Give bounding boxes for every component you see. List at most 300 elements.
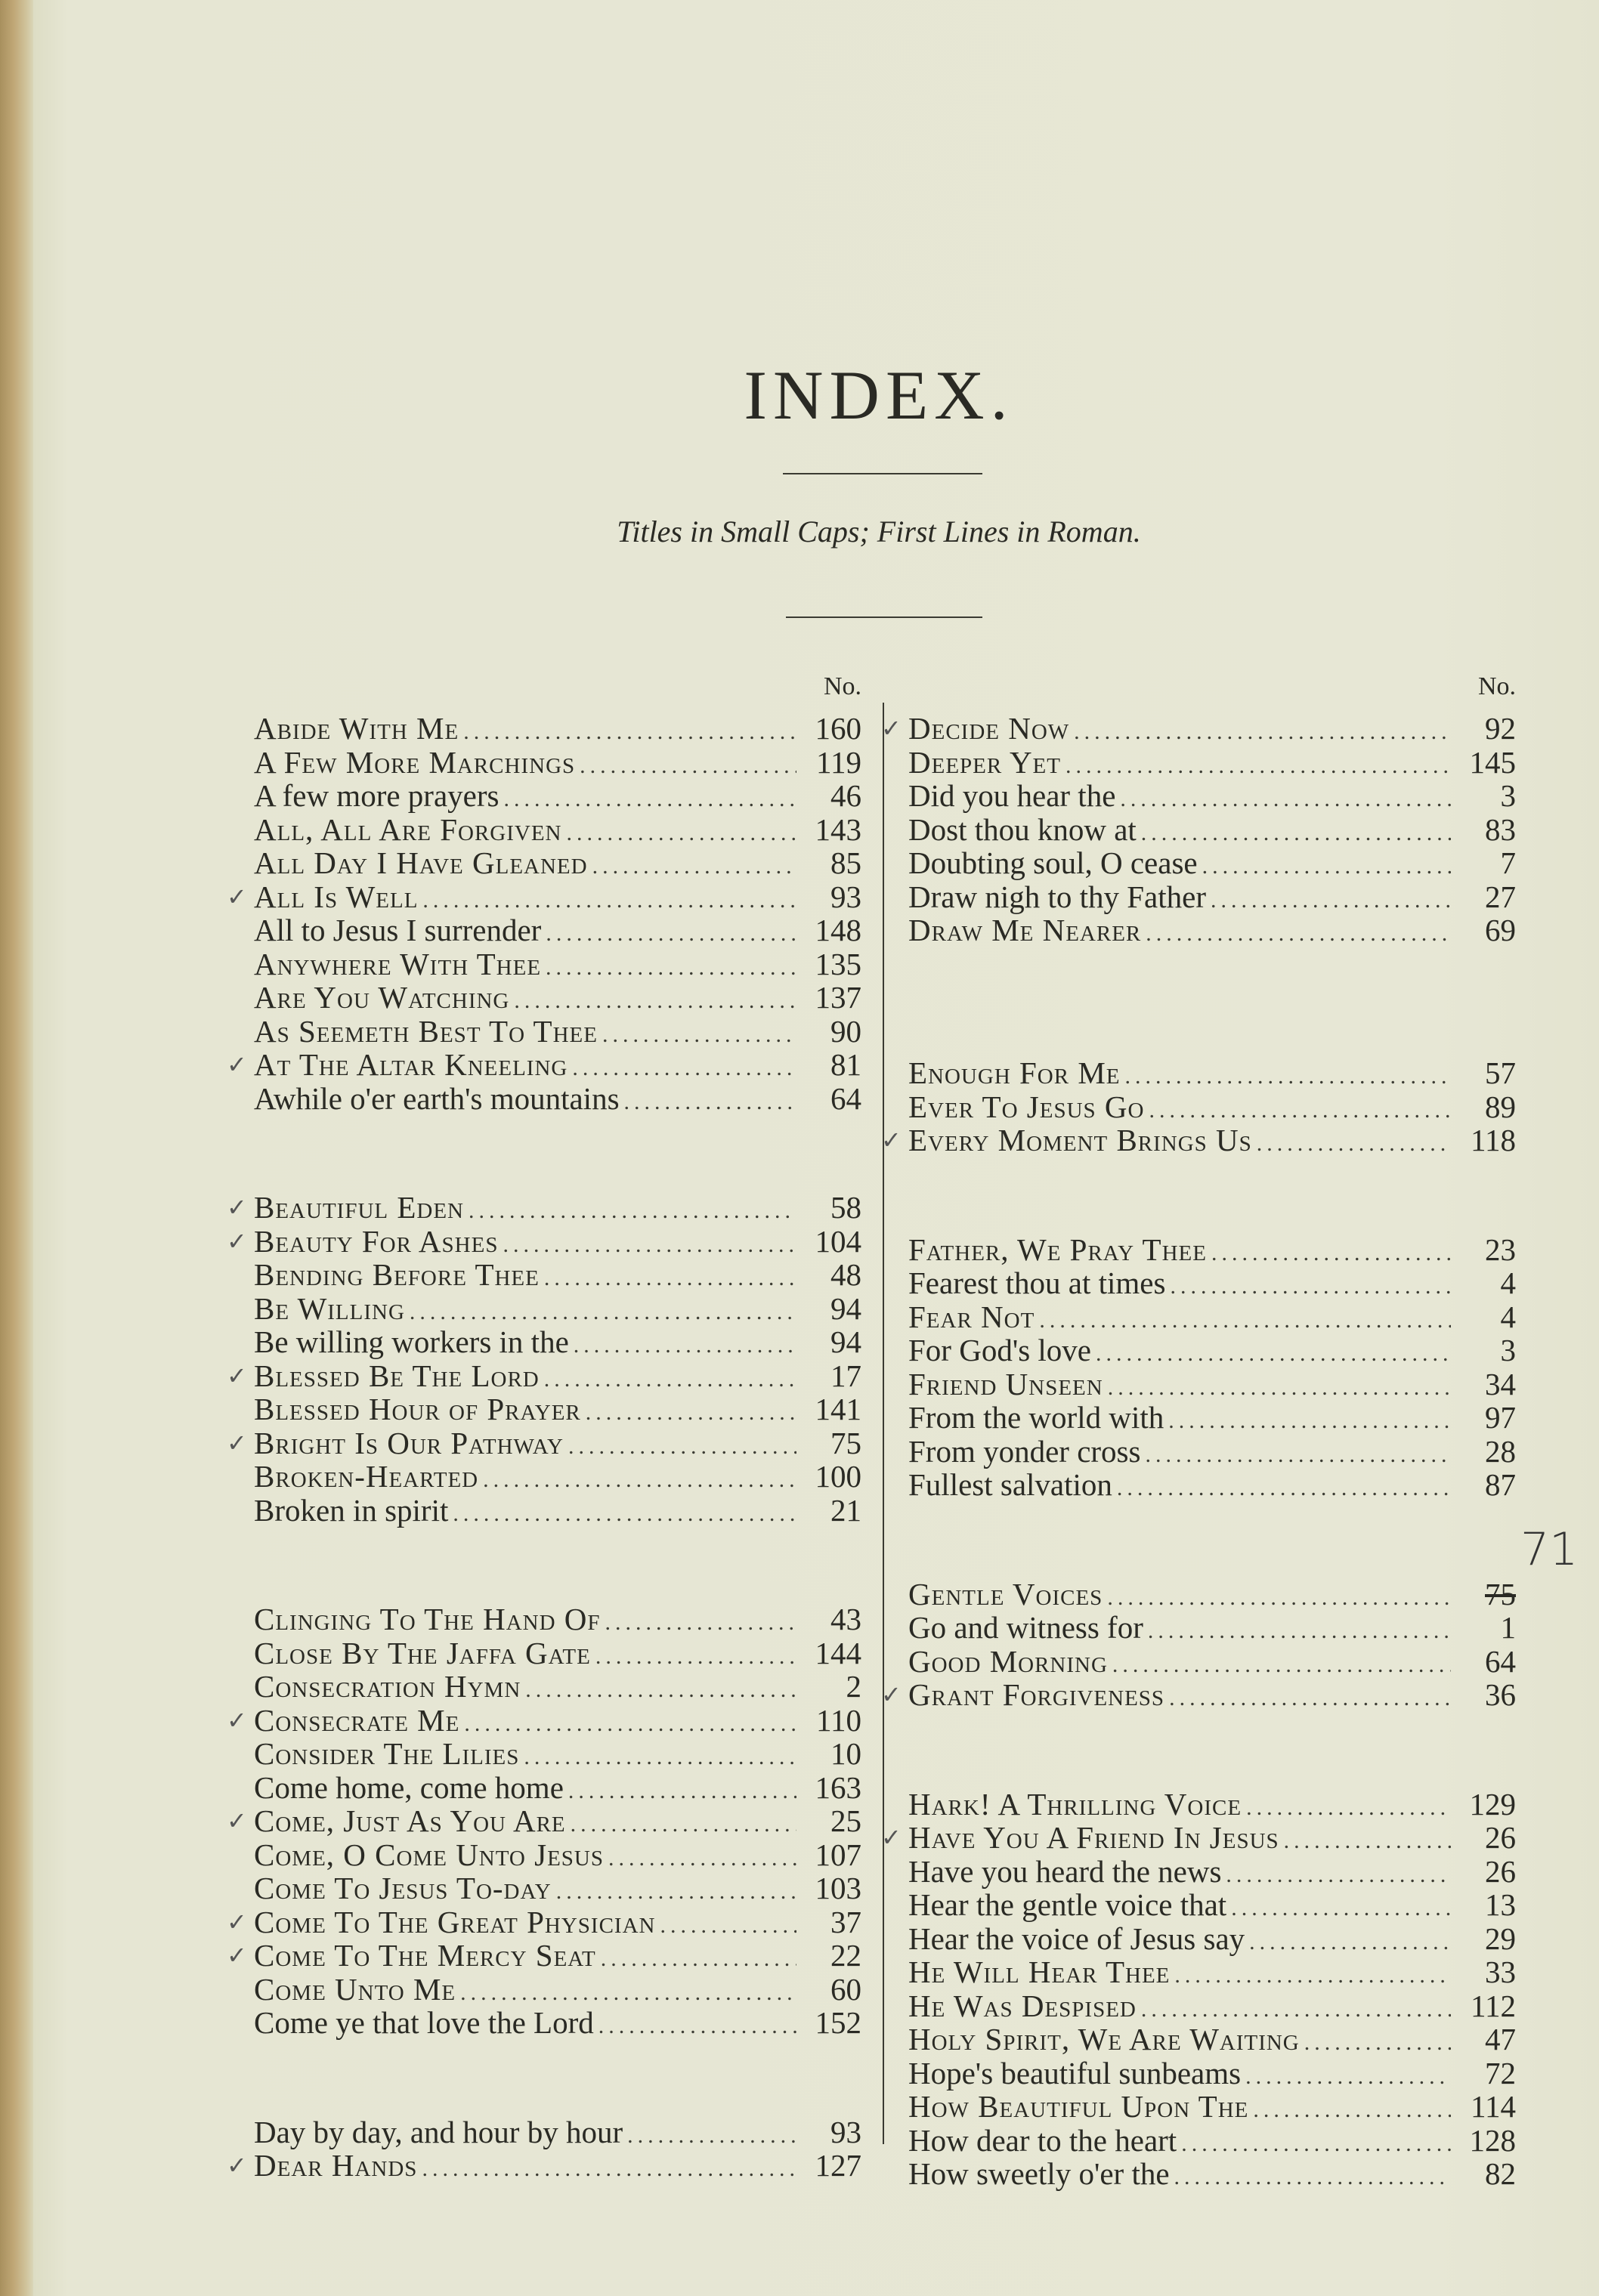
index-entry xyxy=(908,1056,1516,1090)
hymn-number: 89 xyxy=(1485,1089,1516,1124)
entry-title: Enough For Me xyxy=(908,1055,1121,1090)
index-entry xyxy=(254,1636,861,1670)
index-entry xyxy=(254,1737,861,1771)
hymn-number: 119 xyxy=(816,744,861,780)
entry-title: Consecration Hymn xyxy=(254,1669,521,1704)
entry-title: Beauty For Ashes xyxy=(254,1223,499,1259)
pencil-check-icon: ✓ xyxy=(227,2151,247,2180)
index-entry xyxy=(227,1047,861,1082)
entry-title: All Day I Have Gleaned xyxy=(254,845,588,880)
entry-title: Be willing workers in the xyxy=(254,1324,569,1359)
entry-title: Dost thou know at xyxy=(908,811,1137,847)
hymn-number: 28 xyxy=(1485,1433,1516,1469)
index-entry xyxy=(908,1578,1516,1612)
index-entry xyxy=(227,1803,861,1838)
index-entry xyxy=(908,913,1516,947)
entry-title: Gentle Voices xyxy=(908,1576,1103,1612)
leader-dots xyxy=(574,1329,796,1363)
leader-dots xyxy=(463,715,796,749)
hymn-number: 100 xyxy=(815,1459,861,1494)
pencil-check-icon: ✓ xyxy=(881,1823,902,1852)
pencil-check-icon: ✓ xyxy=(227,1226,247,1256)
index-entry xyxy=(254,913,861,947)
entry-title: Day by day, and hour by hour xyxy=(254,2114,623,2149)
entry-title: Come To Jesus To-day xyxy=(254,1871,552,1905)
entry-title: Dear Hands xyxy=(254,2148,418,2183)
hymn-number: 4 xyxy=(1500,1299,1516,1334)
hymn-number: 135 xyxy=(815,946,861,981)
section-gap xyxy=(254,1527,861,1602)
hymn-number: 160 xyxy=(815,711,861,746)
hymn-number: 23 xyxy=(1485,1231,1516,1267)
hymn-number: 118 xyxy=(1471,1123,1516,1157)
section-gap xyxy=(908,1023,1516,1057)
hymn-number: 107 xyxy=(815,1837,861,1872)
leader-dots xyxy=(524,1741,796,1775)
index-entry xyxy=(908,1401,1516,1435)
index-entry xyxy=(254,947,861,981)
hymn-number: 46 xyxy=(830,778,861,813)
hymn-number: 64 xyxy=(1485,1643,1516,1679)
entry-title: Go and witness for xyxy=(908,1610,1143,1645)
pencil-check-icon: ✓ xyxy=(227,1705,247,1735)
index-entry xyxy=(254,1015,861,1049)
entry-title: Doubting soul, O cease xyxy=(908,845,1198,880)
index-entry xyxy=(254,1871,861,1905)
index-entry xyxy=(254,846,861,880)
number-column-header: No. xyxy=(1477,672,1516,700)
entry-title: Have You A Friend In Jesus xyxy=(908,1820,1279,1855)
hymn-number: 10 xyxy=(830,1736,861,1771)
hymn-number: 104 xyxy=(815,1223,861,1259)
leader-dots xyxy=(1253,2094,1451,2128)
leader-dots xyxy=(605,1606,796,1640)
entry-title: Come, Just As You Are xyxy=(254,1803,566,1838)
index-entry xyxy=(254,981,861,1015)
entry-title: Anywhere With Thee xyxy=(254,946,542,981)
leader-dots xyxy=(601,1942,796,1976)
hymn-number: 25 xyxy=(830,1803,861,1838)
hymn-number: 1 xyxy=(1500,1610,1516,1645)
leader-dots xyxy=(503,1228,796,1262)
leader-dots xyxy=(624,1086,796,1120)
index-entry xyxy=(227,1425,861,1460)
leader-dots xyxy=(1145,1438,1451,1472)
leader-dots xyxy=(568,1430,796,1464)
title-rule xyxy=(783,473,982,474)
leader-dots xyxy=(1117,1472,1451,1506)
hymn-number: 114 xyxy=(1471,2089,1516,2124)
entry-title: All, All Are Forgiven xyxy=(254,811,562,847)
index-entry xyxy=(254,1670,861,1704)
leader-dots xyxy=(595,1640,796,1674)
hymn-number: 2 xyxy=(846,1669,861,1704)
index-entry xyxy=(227,1223,861,1259)
hymn-number: 26 xyxy=(1485,1853,1516,1889)
leader-dots xyxy=(546,951,796,985)
leader-dots xyxy=(602,1018,796,1052)
leader-dots xyxy=(1170,1270,1451,1304)
leader-dots xyxy=(1039,1304,1451,1338)
hymn-number: 60 xyxy=(830,1971,861,2007)
entry-title: Hear the gentle voice that xyxy=(908,1887,1227,1922)
pencil-check-icon: ✓ xyxy=(881,1126,902,1154)
entry-title: Ever To Jesus Go xyxy=(908,1089,1145,1124)
leader-dots xyxy=(1174,2161,1451,2195)
entry-title: Did you hear the xyxy=(908,778,1116,813)
hymn-number: 143 xyxy=(815,811,861,847)
index-entry xyxy=(254,1392,861,1426)
index-entry xyxy=(254,1602,861,1636)
leader-dots xyxy=(453,1497,796,1531)
leader-dots xyxy=(571,1808,796,1842)
entry-title: Friend Unseen xyxy=(908,1366,1103,1401)
leader-dots xyxy=(608,1842,796,1876)
index-entry xyxy=(908,2090,1516,2124)
entry-title: Come home, come home xyxy=(254,1769,564,1805)
hymn-number: 13 xyxy=(1485,1887,1516,1922)
index-entry xyxy=(908,746,1516,780)
entry-title: How dear to the heart xyxy=(908,2122,1177,2158)
entry-title: How sweetly o'er the xyxy=(908,2156,1170,2191)
entry-title: Come ye that love the Lord xyxy=(254,2005,594,2040)
index-entry xyxy=(908,1367,1516,1401)
entry-title: Bright Is Our Pathway xyxy=(254,1425,564,1460)
index-entry xyxy=(254,1460,861,1494)
entry-title: Blessed Hour of Prayer xyxy=(254,1392,581,1426)
hymn-number: 82 xyxy=(1485,2156,1516,2191)
leader-dots xyxy=(1096,1337,1451,1371)
entry-title: Fearest thou at times xyxy=(908,1265,1166,1300)
leader-dots xyxy=(568,1775,796,1809)
leader-dots xyxy=(1169,1682,1451,1716)
hymn-number: 129 xyxy=(1469,1786,1516,1822)
pencil-check-icon: ✓ xyxy=(881,1680,902,1709)
pencil-check-icon: ✓ xyxy=(227,1941,247,1970)
leader-dots xyxy=(556,1875,796,1909)
index-entry xyxy=(254,712,861,746)
entry-title: Be Willing xyxy=(254,1290,405,1326)
index-entry xyxy=(881,711,1516,746)
entry-title: Beautiful Eden xyxy=(254,1190,464,1225)
index-entry xyxy=(254,2006,861,2040)
index-entry xyxy=(227,1702,861,1738)
index-entry xyxy=(254,1771,861,1805)
hymn-number: 33 xyxy=(1485,1955,1516,1989)
pencil-check-icon: ✓ xyxy=(227,1806,247,1835)
entry-title: Consecrate Me xyxy=(254,1702,460,1738)
entry-title: A few more prayers xyxy=(254,778,499,813)
entry-title: Come To The Great Physician xyxy=(254,1904,656,1939)
index-entry xyxy=(908,1233,1516,1267)
index-entry xyxy=(881,1123,1516,1157)
section-gap xyxy=(254,2040,861,2115)
entry-title: Deeper Yet xyxy=(908,744,1061,780)
entry-title: Come Unto Me xyxy=(254,1971,456,2007)
index-entry xyxy=(908,2057,1516,2091)
entry-title: Come, O Come Unto Jesus xyxy=(254,1837,604,1872)
pencil-check-icon: ✓ xyxy=(227,1050,247,1079)
leader-dots xyxy=(1284,1825,1451,1859)
entry-title: Consider The Lilies xyxy=(254,1736,520,1771)
pencil-check-icon: ✓ xyxy=(227,882,247,911)
hymn-number: 93 xyxy=(830,879,861,914)
hymn-number: 7 xyxy=(1500,845,1516,880)
index-subtitle: Titles in Small Caps; First Lines in Roman. xyxy=(617,515,1141,549)
leader-dots xyxy=(1065,749,1451,783)
leader-dots xyxy=(1226,1859,1451,1893)
hymn-number: 145 xyxy=(1469,744,1516,780)
entry-title: Close By The Jaffa Gate xyxy=(254,1635,591,1670)
left-entry-list xyxy=(227,711,861,2183)
leader-dots xyxy=(660,1909,796,1943)
hymn-number: 110 xyxy=(816,1702,861,1738)
index-entry xyxy=(254,813,861,847)
index-entry xyxy=(908,1611,1516,1645)
leader-dots xyxy=(1120,783,1451,817)
right-entry-list xyxy=(881,711,1516,2191)
leader-dots xyxy=(1245,2060,1451,2094)
index-entry xyxy=(254,2115,861,2149)
hymn-number: 75 xyxy=(830,1425,861,1460)
number-column-header: No. xyxy=(823,672,861,700)
entry-title: From the world with xyxy=(908,1400,1164,1435)
leader-dots xyxy=(1211,1237,1451,1271)
entry-title: As Seemeth Best To Thee xyxy=(254,1013,598,1049)
index-entry xyxy=(254,1973,861,2007)
entry-title: Fullest salvation xyxy=(908,1467,1112,1502)
leader-dots xyxy=(544,1262,796,1296)
hymn-number: 43 xyxy=(830,1602,861,1636)
entry-title: Decide Now xyxy=(908,711,1070,746)
index-entry xyxy=(908,1989,1516,2023)
hymn-number: 37 xyxy=(830,1904,861,1939)
hymn-number: 94 xyxy=(830,1290,861,1326)
index-entry xyxy=(254,1325,861,1359)
hymn-number: 64 xyxy=(830,1080,861,1116)
index-entry xyxy=(908,1922,1516,1956)
leader-dots xyxy=(586,1396,796,1430)
leader-dots xyxy=(1211,884,1451,918)
index-entry xyxy=(908,846,1516,880)
hymn-number: 34 xyxy=(1485,1366,1516,1401)
entry-title: Come To The Mercy Seat xyxy=(254,1938,596,1973)
pencil-check-icon: ✓ xyxy=(227,1193,247,1222)
index-entry xyxy=(227,2148,861,2183)
index-entry xyxy=(254,1838,861,1872)
leader-dots xyxy=(1174,1959,1451,1993)
entry-title: Abide With Me xyxy=(254,711,459,746)
hymn-number: 48 xyxy=(830,1257,861,1292)
leader-dots xyxy=(598,2010,796,2044)
section-gap xyxy=(908,1712,1516,1788)
entry-title: Grant Forgiveness xyxy=(908,1677,1165,1712)
index-entry xyxy=(908,1333,1516,1367)
entry-title: How Beautiful Upon The xyxy=(908,2089,1249,2124)
hymn-number: 141 xyxy=(815,1392,861,1426)
leader-dots xyxy=(567,817,796,851)
section-gap xyxy=(254,1115,861,1191)
hymn-number: 152 xyxy=(815,2005,861,2040)
index-entry xyxy=(908,2023,1516,2057)
hymn-number: 75 xyxy=(1485,1576,1516,1612)
index-entry xyxy=(908,1645,1516,1679)
leader-dots xyxy=(1202,850,1451,884)
entry-title: Hope's beautiful sunbeams xyxy=(908,2055,1242,2091)
column-divider xyxy=(883,703,884,2144)
hymn-number: 97 xyxy=(1485,1400,1516,1435)
index-entry xyxy=(254,1258,861,1292)
hymn-number: 83 xyxy=(1485,811,1516,847)
entry-title: He Will Hear Thee xyxy=(908,1955,1171,1989)
hymn-number: 93 xyxy=(830,2114,861,2149)
hymn-number: 3 xyxy=(1500,1333,1516,1367)
hymn-number: 27 xyxy=(1485,879,1516,914)
hymn-number: 57 xyxy=(1485,1055,1516,1090)
entry-title: From yonder cross xyxy=(908,1433,1141,1469)
entry-title: Blessed Be The Lord xyxy=(254,1358,540,1393)
hymn-number: 128 xyxy=(1469,2122,1516,2158)
pencil-check-icon: ✓ xyxy=(227,1361,247,1390)
hymn-number: 94 xyxy=(830,1324,861,1359)
leader-dots xyxy=(1181,2128,1451,2162)
handwritten-correction: 71 xyxy=(1520,1523,1579,1576)
index-entry xyxy=(908,1468,1516,1502)
leader-dots xyxy=(1148,1615,1451,1649)
hymn-number: 92 xyxy=(1485,711,1516,746)
entry-title: Are You Watching xyxy=(254,980,510,1015)
pencil-check-icon: ✓ xyxy=(227,1907,247,1936)
entry-title: Hark! A Thrilling Voice xyxy=(908,1786,1242,1822)
hymn-number: 137 xyxy=(815,980,861,1015)
entry-title: Father, We Pray Thee xyxy=(908,1231,1207,1267)
index-entry xyxy=(908,813,1516,847)
index-entry xyxy=(908,2124,1516,2158)
index-entry xyxy=(908,1266,1516,1300)
hymn-number: 58 xyxy=(830,1190,861,1225)
entry-title: Hear the voice of Jesus say xyxy=(908,1921,1245,1956)
leader-dots xyxy=(422,2152,796,2186)
entry-title: Draw Me Nearer xyxy=(908,913,1142,947)
hymn-number: 22 xyxy=(830,1938,861,1973)
entry-title: Good Morning xyxy=(908,1643,1108,1679)
entry-title: Clinging To The Hand Of xyxy=(254,1602,601,1636)
leader-dots xyxy=(1146,917,1451,951)
hymn-number: 87 xyxy=(1485,1467,1516,1502)
index-entry xyxy=(254,1292,861,1326)
hymn-number: 29 xyxy=(1485,1921,1516,1956)
entry-title: For God's love xyxy=(908,1333,1091,1367)
hymn-number: 47 xyxy=(1485,2022,1516,2057)
hymn-number: 3 xyxy=(1500,778,1516,813)
subtitle-rule xyxy=(786,616,982,618)
index-entry xyxy=(254,1494,861,1528)
index-entry xyxy=(908,880,1516,914)
leader-dots xyxy=(525,1673,796,1707)
leader-dots xyxy=(503,783,796,817)
index-entry xyxy=(254,746,861,780)
entry-title: A Few More Marchings xyxy=(254,744,576,780)
hymn-number: 112 xyxy=(1471,1988,1516,2023)
index-entry xyxy=(908,1300,1516,1334)
hymn-number: 85 xyxy=(830,845,861,880)
entry-title: Bending Before Thee xyxy=(254,1257,540,1292)
hymn-number: 163 xyxy=(815,1769,861,1805)
leader-dots xyxy=(580,749,796,783)
hymn-number: 90 xyxy=(830,1013,861,1049)
entry-title: Holy Spirit, We Are Waiting xyxy=(908,2022,1300,2057)
index-entry xyxy=(908,2157,1516,2191)
leader-dots xyxy=(483,1463,796,1497)
leader-dots xyxy=(1231,1892,1451,1926)
leader-dots xyxy=(514,984,796,1018)
hymn-number: 26 xyxy=(1485,1820,1516,1855)
entry-title: Every Moment Brings Us xyxy=(908,1123,1252,1157)
section-gap xyxy=(908,1502,1516,1578)
entry-title: Awhile o'er earth's mountains xyxy=(254,1080,620,1116)
leader-dots xyxy=(1125,1060,1451,1094)
leader-dots xyxy=(1249,1926,1451,1960)
index-entry xyxy=(881,1677,1516,1712)
index-entry xyxy=(227,1190,861,1225)
entry-title: He Was Despised xyxy=(908,1988,1137,2023)
index-entry xyxy=(881,1820,1516,1855)
hymn-number: 81 xyxy=(830,1047,861,1082)
book-binding-edge xyxy=(0,0,33,2296)
index-entry xyxy=(254,779,861,813)
index-entry xyxy=(908,1855,1516,1889)
hymn-number: 36 xyxy=(1485,1677,1516,1712)
hymn-number: 72 xyxy=(1485,2055,1516,2091)
leader-dots xyxy=(572,1052,796,1086)
index-entry xyxy=(908,1435,1516,1469)
index-entry xyxy=(227,1938,861,1973)
entry-title: Broken in spirit xyxy=(254,1492,449,1528)
hymn-number: 127 xyxy=(815,2148,861,2183)
index-entry xyxy=(908,1888,1516,1922)
entry-title: All to Jesus I surrender xyxy=(254,913,542,947)
index-entry xyxy=(254,1082,861,1116)
leader-dots xyxy=(1304,2026,1451,2060)
hymn-number: 144 xyxy=(815,1635,861,1670)
section-gap xyxy=(908,947,1516,1023)
leader-dots xyxy=(592,850,796,884)
leader-dots xyxy=(544,1363,796,1397)
hymn-number: 148 xyxy=(815,913,861,947)
index-entry xyxy=(908,779,1516,813)
section-gap xyxy=(908,1157,1516,1233)
entry-title: All Is Well xyxy=(254,879,419,914)
leader-dots xyxy=(1074,715,1451,749)
pencil-check-icon: ✓ xyxy=(881,714,902,743)
leader-dots xyxy=(1107,1581,1451,1615)
leader-dots xyxy=(469,1194,796,1228)
hymn-number: 103 xyxy=(815,1871,861,1905)
entry-title: Broken-Hearted xyxy=(254,1459,479,1494)
index-entry xyxy=(908,1955,1516,1989)
entry-title: Have you heard the news xyxy=(908,1853,1222,1889)
pencil-check-icon: ✓ xyxy=(227,1428,247,1457)
entry-title: Fear Not xyxy=(908,1299,1035,1334)
hymn-number: 4 xyxy=(1500,1265,1516,1300)
leader-dots xyxy=(1257,1127,1451,1161)
page-title: INDEX. xyxy=(744,357,1014,434)
leader-dots xyxy=(627,2119,796,2153)
entry-title: Draw nigh to thy Father xyxy=(908,879,1206,914)
leader-dots xyxy=(1168,1404,1451,1438)
hymn-number: 17 xyxy=(830,1358,861,1393)
index-entry xyxy=(227,1358,861,1393)
